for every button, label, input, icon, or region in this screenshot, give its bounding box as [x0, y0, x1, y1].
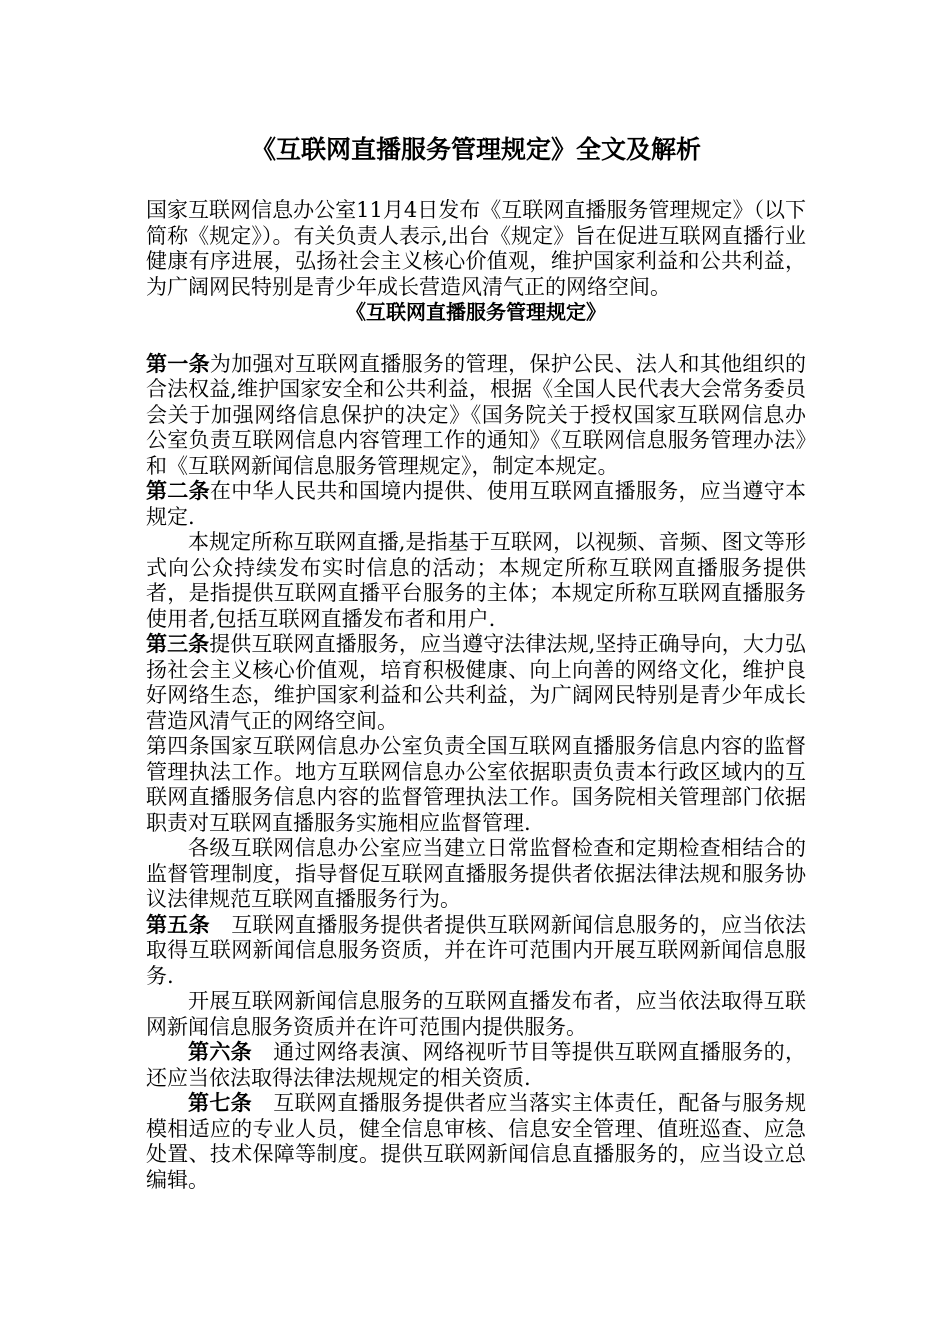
article-text: 在中华人民共和国境内提供、使用互联网直播服务，应当遵守本规定. — [146, 479, 807, 529]
article-label: 第七条 — [188, 1091, 252, 1115]
article-text: 互联网直播服务提供者提供互联网新闻信息服务的，应当依法取得互联网新闻信息服务资质，并在许可范围内开展互联网新闻信息服务. — [146, 912, 807, 988]
article-5-paragraph-2: 开展互联网新闻信息服务的互联网直播发布者，应当依法取得互联网新闻信息服务资质并在许可范围内提供服务。 — [146, 989, 806, 1039]
article-label: 第六条 — [188, 1040, 252, 1064]
article-2 — [146, 479, 806, 530]
article-label: 第五条 — [146, 912, 210, 937]
article-text: 提供互联网直播服务，应当遵守法律法规,坚持正确导向，大力弘扬社会主义核心价值观，培育积极健康、向上向善的网络文化，维护良好网络生态，维护国家利益和公共利益，为广阔网民特别是青少年成长营造风清气正的网络空间。 — [146, 632, 806, 733]
article-text: 通过网络表演、网络视听节目等提供互联网直播服务的，还应当依法取得法律法规规定的相关资质. — [146, 1040, 807, 1090]
article-5 — [146, 913, 806, 990]
article-label: 第一条 — [146, 351, 210, 376]
intro-paragraph: 国家互联网信息办公室11月4日发布《互联网直播服务管理规定》（以下简称《规定》）。有关负责人表示,出台《规定》旨在促进互联网直播行业健康有序进展，弘扬社会主义核心价值观，维护国家利益和公共利益，为广阔网民特别是青少年成长营造风清气正的网络空间。 — [146, 198, 806, 299]
article-label: 第三条 — [146, 632, 210, 656]
article-text: 为加强对互联网直播服务的管理，保护公民、法人和其他组织的合法权益,维护国家安全和公共利益，根据《全国人民代表大会常务委员会关于加强网络信息保护的决定》《国务院关于授权国家互联网信息办公室负责互联网信息内容管理工作的通知》《互联网信息服务管理办法》和《互联网新闻信息服务管理规定》，制定本规定。 — [146, 351, 807, 478]
document-body — [146, 198, 806, 1193]
article-6 — [146, 1040, 806, 1091]
article-text: 互联网直播服务提供者应当落实主体责任，配备与服务规模相适应的专业人员，健全信息审核、信息安全管理、值班巡查、应急处置、技术保障等制度。提供互联网新闻信息直播服务的，应当设立总编辑。 — [146, 1091, 807, 1192]
document-title: 《互联网直播服务管理规定》全文及解析 — [250, 135, 701, 164]
article-4-paragraph-2: 各级互联网信息办公室应当建立日常监督检查和定期检查相结合的监督管理制度，指导督促互联网直播服务提供者依据法律法规和服务协议法律规范互联网直播服务行为。 — [146, 836, 806, 911]
article-4: 第四条国家互联网信息办公室负责全国互联网直播服务信息内容的监督管理执法工作。地方互联网信息办公室依据职责负责本行政区域内的互联网直播服务信息内容的监督管理执法工作。国务院相关管理部门依据职责对互联网直播服务实施相应监督管理. — [146, 734, 806, 835]
article-1 — [146, 352, 806, 480]
article-7 — [146, 1091, 806, 1193]
article-2-paragraph-2: 本规定所称互联网直播,是指基于互联网，以视频、音频、图文等形式向公众持续发布实时信息的活动；本规定所称互联网直播服务提供者，是指提供互联网直播平台服务的主体；本规定所称互联网直播服务使用者,包括互联网直播发布者和用户. — [146, 530, 806, 631]
article-3 — [146, 632, 806, 734]
regulation-subtitle: 《互联网直播服务管理规定》 — [346, 300, 606, 324]
article-label: 第二条 — [146, 479, 210, 503]
